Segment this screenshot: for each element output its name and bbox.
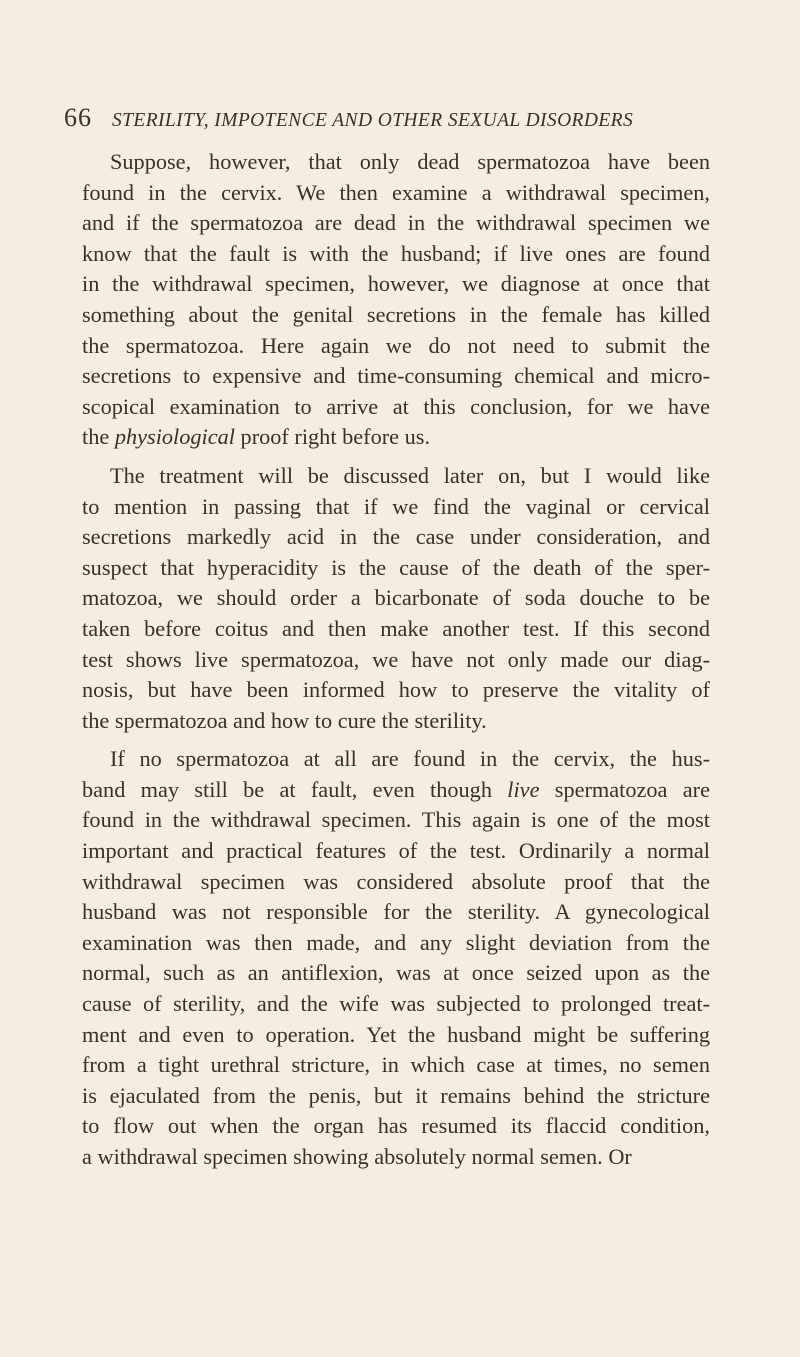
text-line: The treatment will be discussed later on, but I would like [110, 462, 710, 488]
text-line: test shows live spermatozoa, we have not only made our diag- [82, 646, 710, 672]
text-line: the physiological proof right before us. [82, 424, 431, 450]
text-line: found in the cervix. We then examine a withdrawal specimen, [82, 179, 710, 205]
running-title: STERILITY, IMPOTENCE AND OTHER SEXUAL DISORDERS [112, 110, 634, 131]
text-line: found in the withdrawal specimen. This again is one of the most [82, 807, 710, 833]
text-line: ment and even to operation. Yet the husband might be suffering [82, 1021, 710, 1047]
text-line: is ejaculated from the penis, but it remains behind the stricture [82, 1082, 710, 1108]
body-text [82, 147, 710, 1181]
text-line: matozoa, we should order a bicarbonate of soda douche to be [82, 585, 710, 611]
text-line: Suppose, however, that only dead spermatozoa have been [110, 149, 710, 174]
emphasis: physiological [114, 424, 235, 450]
paragraph-3 [82, 744, 710, 1172]
text-line: husband was not responsible for the sterility. A gynecological [82, 899, 710, 925]
text-line: secretions markedly acid in the case under consideration, and [82, 524, 710, 550]
text-line: secretions to expensive and time-consuming chemical and micro- [82, 363, 710, 389]
text-line: the spermatozoa. Here again we do not need to submit the [82, 332, 710, 358]
text-line: a withdrawal specimen showing absolutely normal semen. Or [82, 1144, 632, 1169]
text-line: band may still be at fault, even though live spermatozoa are [82, 776, 710, 802]
text-line: cause of sterility, and the wife was subjected to prolonged treat- [82, 991, 710, 1017]
text-line: normal, such as an antiflexion, was at once seized upon as the [82, 960, 710, 986]
text-line: taken before coitus and then make another test. If this second [82, 615, 710, 641]
text-line: something about the genital secretions in the female has killed [82, 301, 710, 327]
paragraph-2 [82, 461, 710, 736]
text-line: nosis, but have been informed how to preserve the vitality of [82, 677, 710, 703]
text-line: to flow out when the organ has resumed its flaccid condition, [82, 1113, 710, 1139]
paragraph-1 [82, 147, 710, 453]
text-line: the spermatozoa and how to cure the sterility. [82, 707, 487, 733]
text-line: in the withdrawal specimen, however, we diagnose at once that [82, 271, 710, 297]
text-line: withdrawal specimen was considered absolute proof that the [82, 868, 710, 894]
text-line: If no spermatozoa at all are found in the cervix, the hus- [110, 746, 710, 772]
text-line: examination was then made, and any slight deviation from the [82, 929, 710, 955]
text-line: and if the spermatozoa are dead in the withdrawal specimen we [82, 210, 710, 236]
text-line: to mention in passing that if we find the vaginal or cervical [82, 493, 710, 519]
text-line: suspect that hyperacidity is the cause of the death of the sper- [82, 554, 710, 580]
running-header [64, 103, 724, 133]
page-number: 66 [64, 103, 92, 132]
emphasis: live [507, 776, 540, 802]
text-line: important and practical features of the test. Ordinarily a normal [82, 838, 710, 864]
text-line: know that the fault is with the husband; if live ones are found [82, 240, 710, 266]
text-line: scopical examination to arrive at this conclusion, for we have [82, 393, 710, 419]
text-line: from a tight urethral stricture, in which case at times, no semen [82, 1052, 710, 1078]
